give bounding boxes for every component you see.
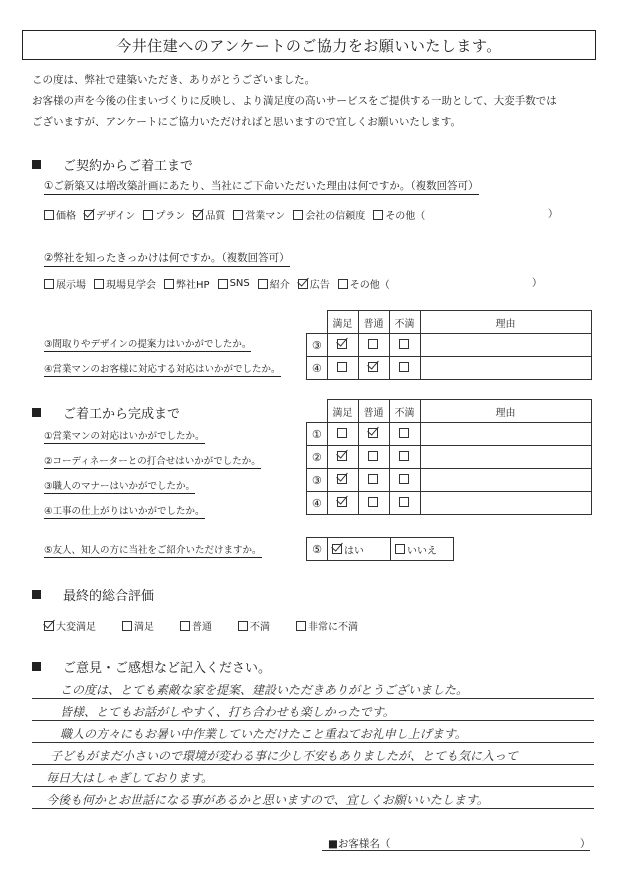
col-dissatisfied: 不満 (389, 400, 420, 423)
option-label: 広告 (309, 280, 330, 291)
col-reason: 理由 (420, 311, 591, 334)
checkbox-option[interactable] (293, 207, 365, 222)
col-normal: 普通 (358, 400, 389, 423)
reason-cell[interactable] (420, 492, 591, 515)
checkbox[interactable] (337, 474, 347, 484)
option-label: 満足 (134, 622, 154, 633)
checkbox[interactable] (373, 210, 383, 220)
checkbox[interactable] (337, 428, 347, 438)
checkbox[interactable] (44, 279, 54, 289)
col-reason: 理由 (420, 400, 591, 423)
comment-rule (32, 764, 594, 765)
customer-name-field[interactable] (322, 850, 590, 851)
intro-line: この度は、弊社で建築いただき、ありがとうございました。 (32, 74, 316, 86)
option-label: 現場見学会 (106, 280, 156, 291)
checkbox-option[interactable] (44, 276, 86, 291)
customer-name-close: ） (580, 838, 591, 850)
checkbox[interactable] (368, 428, 378, 438)
comment-line: 子どもがまだ小さいので環境が変わる事に少し不安もありましたが、とても気に入って (50, 749, 519, 763)
referral-table (306, 537, 454, 561)
rating-cell[interactable] (358, 492, 389, 515)
checkbox[interactable] (368, 339, 378, 349)
row-number: ② (307, 446, 328, 469)
option-label: 紹介 (269, 280, 290, 291)
checkbox[interactable] (399, 428, 409, 438)
comment-rule (32, 698, 594, 699)
trigger-other-close: ） (532, 278, 542, 289)
reason-cell[interactable] (420, 334, 591, 357)
col-satisfied: 満足 (327, 400, 358, 423)
checkbox-option[interactable] (218, 278, 250, 289)
checkbox[interactable] (399, 451, 409, 461)
checkbox[interactable] (399, 474, 409, 484)
rating-row (307, 423, 592, 446)
checkbox[interactable] (399, 362, 409, 372)
rating-cell[interactable] (358, 423, 389, 446)
checkbox-option[interactable] (94, 276, 156, 291)
checkbox-option[interactable] (180, 618, 212, 633)
checkbox[interactable] (84, 210, 94, 220)
row-number: ① (307, 423, 328, 446)
option-label: 営業マン (245, 211, 286, 222)
rating-row (307, 357, 592, 380)
row-number: ④ (307, 492, 328, 515)
comment-rule (32, 786, 594, 787)
rating-cell[interactable] (327, 423, 358, 446)
rating-cell[interactable] (389, 334, 420, 357)
row-number: ④ (307, 357, 328, 380)
referral-yes[interactable]: はい (328, 538, 391, 561)
rating-cell[interactable] (327, 469, 358, 492)
rating-cell[interactable] (389, 423, 420, 446)
checkbox[interactable] (296, 621, 306, 631)
rating-row (307, 446, 592, 469)
option-label: デザイン (96, 211, 136, 222)
checkbox-option[interactable] (164, 276, 210, 291)
checkbox[interactable] (218, 279, 228, 289)
checkbox-option[interactable] (122, 618, 154, 633)
checkbox-option[interactable] (84, 207, 135, 222)
option-label: 展示場 (56, 280, 86, 291)
rating-table-construction (306, 399, 592, 515)
checkbox[interactable] (399, 339, 409, 349)
checkbox[interactable] (338, 279, 348, 289)
checkbox[interactable] (395, 544, 405, 554)
intro-text (32, 70, 557, 133)
comment-line: 皆様、とてもお話がしやすく、打ち合わせも楽しかったです。 (60, 705, 395, 719)
comment-rule (32, 808, 594, 809)
rating-cell[interactable] (327, 492, 358, 515)
checkbox[interactable] (143, 210, 153, 220)
rating-question: ④工事の仕上がりはいかがでしたか。 (44, 503, 205, 519)
rating-question: ②コーディネーターとの打合せはいかがでしたか。 (44, 453, 261, 469)
option-label: その他（ (349, 280, 390, 291)
checkbox[interactable] (332, 544, 342, 554)
checkbox[interactable] (193, 210, 203, 220)
checkbox[interactable] (238, 621, 248, 631)
checkbox[interactable] (164, 279, 174, 289)
overall-options (44, 618, 358, 633)
reason-options (44, 207, 425, 222)
rating-cell[interactable] (389, 446, 420, 469)
rating-cell[interactable] (358, 446, 389, 469)
rating-cell[interactable] (358, 469, 389, 492)
reason-other-close: ） (548, 209, 558, 220)
checkbox[interactable] (44, 210, 54, 220)
section-heading-contract: ご契約からご着工まで (32, 155, 193, 174)
reason-cell[interactable] (420, 357, 591, 380)
trigger-options (44, 276, 390, 291)
checkbox-option[interactable] (193, 207, 225, 222)
checkbox-option[interactable] (298, 276, 330, 291)
col-satisfied: 満足 (327, 311, 358, 334)
rating-question: ④営業マンのお客様に対応する対応はいかがでしたか。 (44, 361, 281, 377)
customer-name-label: ■お客様名（ (328, 838, 391, 850)
checkbox-option[interactable] (296, 618, 358, 633)
checkbox-option[interactable] (44, 207, 76, 222)
survey-title: 今井住建へのアンケートのご協力をお願いいたします。 (22, 30, 596, 60)
option-label: その他（ (385, 211, 426, 222)
checkbox-option[interactable] (338, 276, 390, 291)
col-dissatisfied: 不満 (389, 311, 420, 334)
comment-rule (32, 720, 594, 721)
comment-line: この度は、とても素敵な家を提案、建設いただきありがとうございました。 (60, 683, 469, 697)
comment-rule (32, 742, 594, 743)
section-heading-overall: 最終的総合評価 (32, 585, 154, 604)
rating-question: ③間取りやデザインの提案力はいかがでしたか。 (44, 336, 251, 352)
rating-cell[interactable] (327, 334, 358, 357)
checkbox[interactable] (94, 279, 104, 289)
comment-line: 毎日大はしゃぎしております。 (46, 771, 214, 785)
intro-line: お客様の声を今後の住まいづくりに反映し、より満足度の高いサービスをご提供する一助として、大変手数では (32, 95, 557, 107)
question-reason: ①ご新築又は増改築計画にあたり、当社にご下命いただいた理由は何ですか。（複数回答可） (44, 178, 479, 195)
row-number: ③ (307, 469, 328, 492)
rating-row (307, 469, 592, 492)
rating-cell[interactable] (389, 357, 420, 380)
rating-row (307, 334, 592, 357)
checkbox-option[interactable] (238, 618, 270, 633)
rating-cell[interactable] (358, 334, 389, 357)
checkbox[interactable] (337, 497, 347, 507)
checkbox[interactable] (337, 451, 347, 461)
referral-no[interactable]: いいえ (391, 538, 454, 561)
option-label: 普通 (192, 622, 212, 633)
rating-row (307, 492, 592, 515)
option-label: 不満 (250, 622, 270, 633)
checkbox-option[interactable] (233, 207, 285, 222)
reason-cell[interactable] (420, 446, 591, 469)
rating-question: ③職人のマナーはいかがでしたか。 (44, 478, 195, 494)
checkbox[interactable] (180, 621, 190, 631)
checkbox-option[interactable] (373, 207, 425, 222)
intro-line: ございますが、アンケートにご協力いただければと思いますので宜しくお願いいたします。 (32, 116, 462, 128)
checkbox[interactable] (258, 279, 268, 289)
option-label: 大変満足 (56, 622, 96, 633)
checkbox[interactable] (233, 210, 243, 220)
checkbox[interactable] (337, 339, 347, 349)
option-label: SNS (229, 278, 250, 289)
square-bullet-icon (32, 408, 41, 417)
section-heading-comments: ご意見・ご感想など記入ください。 (32, 657, 271, 676)
checkbox[interactable] (368, 497, 378, 507)
option-label: 品質 (205, 211, 226, 222)
checkbox[interactable] (298, 279, 308, 289)
option-label: 弊社HP (176, 280, 210, 291)
checkbox[interactable] (399, 497, 409, 507)
rating-cell[interactable] (327, 357, 358, 380)
square-bullet-icon (32, 160, 41, 169)
rating-table-contract (306, 310, 592, 380)
checkbox-option[interactable] (44, 618, 96, 633)
checkbox[interactable] (122, 621, 132, 631)
checkbox-option[interactable] (258, 276, 290, 291)
col-normal: 普通 (358, 311, 389, 334)
checkbox[interactable] (293, 210, 303, 220)
question-trigger: ②弊社を知ったきっかけは何ですか。（複数回答可） (44, 250, 290, 267)
option-label: 会社の信頼度 (305, 211, 366, 222)
referral-question: ⑤友人、知人の方に当社をご紹介いただけますか。 (44, 542, 262, 558)
checkbox[interactable] (368, 362, 378, 372)
option-label: プラン (155, 211, 186, 222)
option-label: 非常に不満 (308, 622, 358, 633)
rating-question: ①営業マンの対応はいかがでしたか。 (44, 428, 205, 444)
comment-line: 職人の方々にもお暑い中作業していただけたこと重ねてお礼申し上げます。 (60, 727, 467, 741)
reason-cell[interactable] (420, 469, 591, 492)
section-heading-construction: ご着工から完成まで (32, 403, 180, 422)
checkbox[interactable] (368, 474, 378, 484)
checkbox[interactable] (337, 362, 347, 372)
rating-cell[interactable] (389, 492, 420, 515)
rating-cell[interactable] (389, 469, 420, 492)
square-bullet-icon (32, 662, 41, 671)
checkbox[interactable] (44, 621, 54, 631)
row-number: ③ (307, 334, 328, 357)
rating-cell[interactable] (327, 446, 358, 469)
comment-line: 今後も何かとお世話になる事があるかと思いますので、宜しくお願いいたします。 (46, 793, 489, 807)
reason-cell[interactable] (420, 423, 591, 446)
checkbox-option[interactable] (143, 207, 185, 222)
checkbox[interactable] (368, 451, 378, 461)
row-number: ⑤ (307, 538, 328, 561)
square-bullet-icon (32, 590, 41, 599)
option-label: 価格 (56, 211, 76, 222)
rating-cell[interactable] (358, 357, 389, 380)
